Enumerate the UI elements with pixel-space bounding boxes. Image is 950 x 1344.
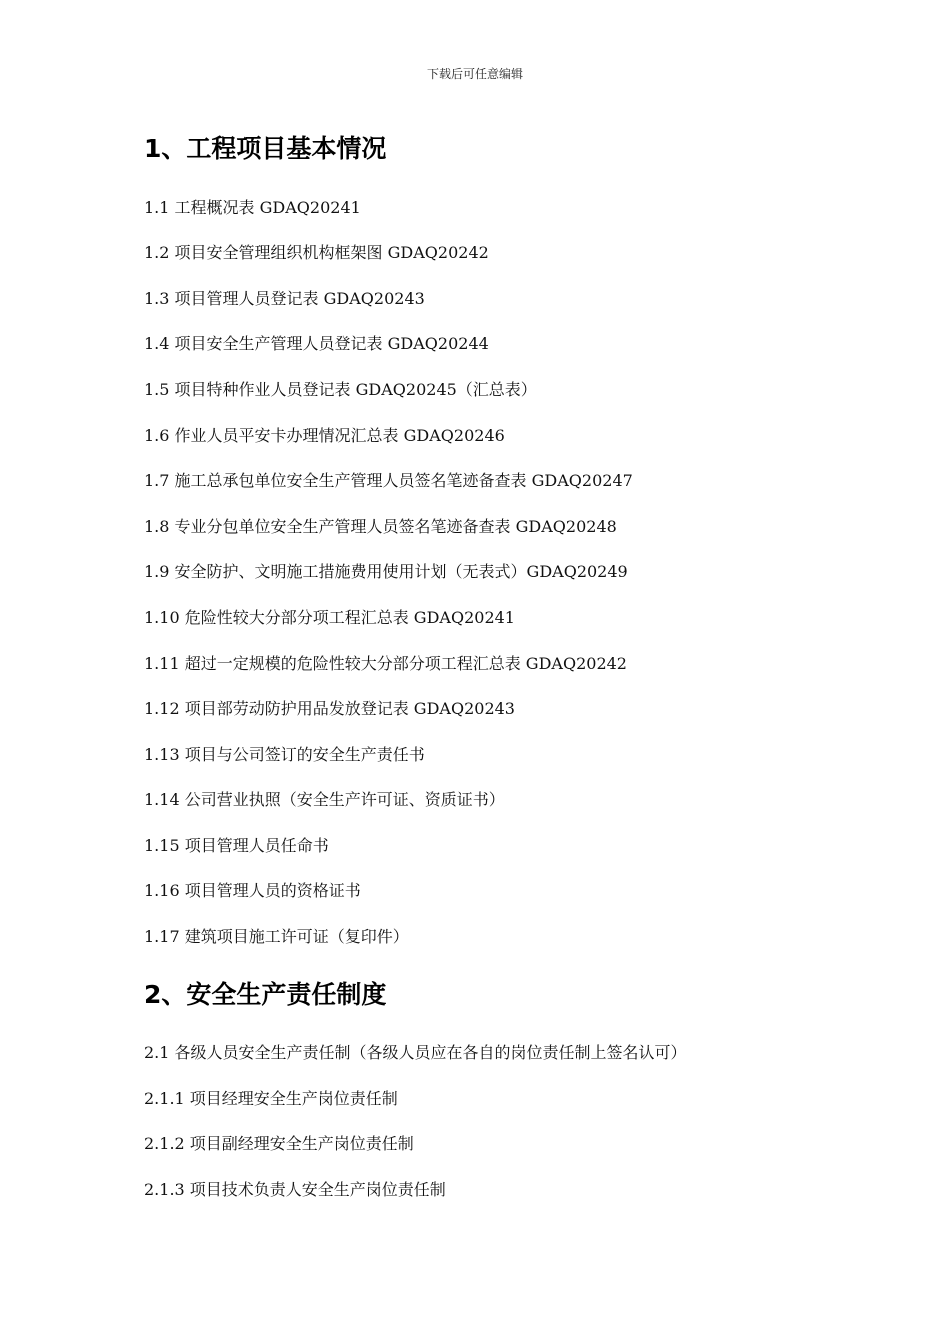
list-item: 1.5 项目特种作业人员登记表 GDAQ20245（汇总表） (144, 380, 537, 399)
list-item: 1.6 作业人员平安卡办理情况汇总表 GDAQ20246 (144, 426, 505, 445)
page-header: 下载后可任意编辑 (426, 67, 523, 81)
list-item: 1.9 安全防护、文明施工措施费用使用计划（无表式）GDAQ20249 (144, 562, 628, 581)
list-item: 1.16 项目管理人员的资格证书 (144, 881, 361, 900)
list-item: 2.1.3 项目技术负责人安全生产岗位责任制 (144, 1180, 446, 1199)
list-item: 1.2 项目安全管理组织机构框架图 GDAQ20242 (144, 243, 489, 262)
list-item: 1.11 超过一定规模的危险性较大分部分项工程汇总表 GDAQ20242 (144, 654, 627, 673)
list-item: 1.13 项目与公司签订的安全生产责任书 (144, 745, 425, 764)
list-item: 1.14 公司营业执照（安全生产许可证、资质证书） (144, 790, 505, 809)
list-item: 1.17 建筑项目施工许可证（复印件） (144, 927, 409, 946)
list-item: 1.7 施工总承包单位安全生产管理人员签名笔迹备查表 GDAQ20247 (144, 471, 633, 490)
list-item: 1.8 专业分包单位安全生产管理人员签名笔迹备查表 GDAQ20248 (144, 517, 617, 536)
list-item: 1.4 项目安全生产管理人员登记表 GDAQ20244 (144, 334, 489, 353)
list-item: 2.1 各级人员安全生产责任制（各级人员应在各自的岗位责任制上签名认可） (144, 1043, 687, 1062)
list-item: 1.15 项目管理人员任命书 (144, 836, 329, 855)
section-heading-1: 1、工程项目基本情况 (144, 134, 387, 163)
list-item: 1.12 项目部劳动防护用品发放登记表 GDAQ20243 (144, 699, 515, 718)
list-item: 2.1.2 项目副经理安全生产岗位责任制 (144, 1134, 414, 1153)
list-item: 1.10 危险性较大分部分项工程汇总表 GDAQ20241 (144, 608, 515, 627)
list-item: 1.1 工程概况表 GDAQ20241 (144, 198, 361, 217)
list-item: 2.1.1 项目经理安全生产岗位责任制 (144, 1089, 398, 1108)
list-item: 1.3 项目管理人员登记表 GDAQ20243 (144, 289, 425, 308)
section-heading-2: 2、安全生产责任制度 (144, 980, 387, 1009)
